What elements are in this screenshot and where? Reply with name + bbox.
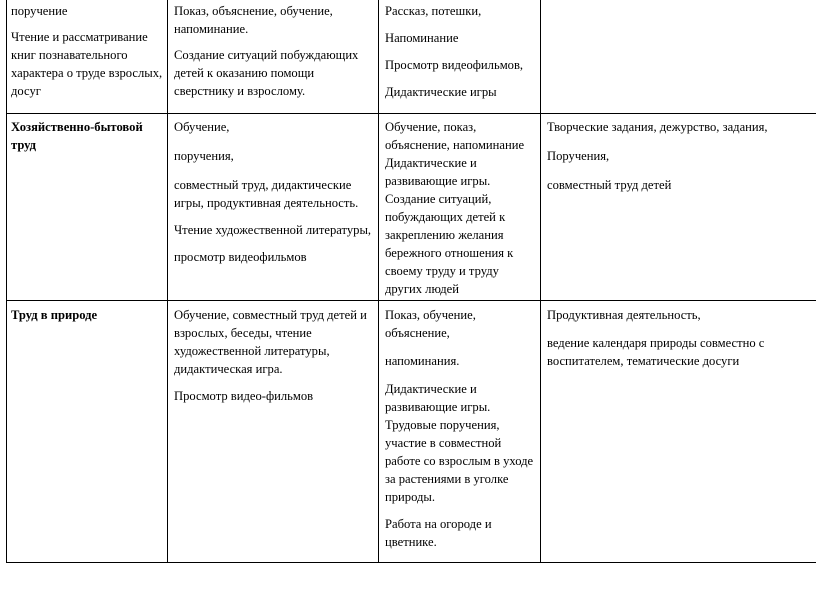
table-cell	[11, 2, 163, 100]
cell-text: ведение календаря природы совместно с воспитателем, тематические досуги	[547, 336, 765, 368]
column-divider	[378, 0, 379, 563]
cell-text: Просмотр видео-фильмов	[174, 389, 314, 403]
cell-text: совместный труд детей	[547, 178, 672, 192]
table-cell	[11, 118, 163, 154]
table-cell	[174, 306, 374, 405]
table-cell	[547, 306, 809, 370]
row-heading: Труд в природе	[11, 308, 98, 322]
table-left-border	[6, 0, 7, 563]
cell-text: Рассказ, потешки,	[385, 4, 482, 18]
table-cell	[174, 118, 374, 266]
column-divider	[540, 0, 541, 563]
cell-text: Просмотр видеофильмов,	[385, 58, 524, 72]
cell-text: Дидактические игры	[385, 85, 497, 99]
cell-text: Создание ситуаций побуждающих детей к оказанию помощи сверстнику и взрослому.	[174, 48, 359, 98]
column-divider	[167, 0, 168, 563]
row-heading: Хозяйственно-бытовой труд	[11, 120, 143, 152]
cell-text: Показ, обучение, объяснение,	[385, 308, 476, 340]
cell-text: Творческие задания, дежурство, задания,	[547, 120, 768, 134]
cell-text: Обучение, показ, объяснение, напоминание Дидактические и развивающие игры. Создание ситуаций, побуждающих детей к закреплению желания бережного отношения к своему труду и труду других людей	[385, 120, 525, 296]
table-cell	[385, 118, 537, 298]
cell-text: Работа на огороде и цветнике.	[385, 517, 492, 549]
table-cell	[11, 306, 163, 324]
cell-text: поручение	[11, 4, 68, 18]
cell-text: Поручения,	[547, 149, 610, 163]
cell-text: напоминания.	[385, 354, 460, 368]
row-divider	[6, 300, 816, 301]
cell-text: просмотр видеофильмов	[174, 250, 307, 264]
cell-text: совместный труд, дидактические игры, продуктивная деятельность.	[174, 178, 359, 210]
row-divider	[6, 113, 816, 114]
cell-text: Напоминание	[385, 31, 459, 45]
cell-text: Чтение и рассматривание книг познавательного характера о труде взрослых, досуг	[11, 30, 163, 98]
table-bottom-border	[6, 562, 816, 563]
table-cell	[174, 2, 374, 100]
cell-text: Чтение художественной литературы,	[174, 223, 372, 237]
cell-text: Показ, объяснение, обучение, напоминание.	[174, 4, 333, 36]
table-cell	[385, 2, 537, 101]
cell-text: Обучение,	[174, 120, 230, 134]
table-cell	[547, 118, 809, 194]
cell-text: Дидактические и развивающие игры. Трудовые поручения, участие в совместной работе со взрослым в уходе за растениями в уголке природы.	[385, 382, 534, 504]
cell-text: Обучение, совместный труд детей и взрослых, беседы, чтение художественной литературы, дидактическая игра.	[174, 308, 367, 376]
cell-text: Продуктивная деятельность,	[547, 308, 701, 322]
cell-text: поручения,	[174, 149, 234, 163]
table-cell	[385, 306, 537, 551]
